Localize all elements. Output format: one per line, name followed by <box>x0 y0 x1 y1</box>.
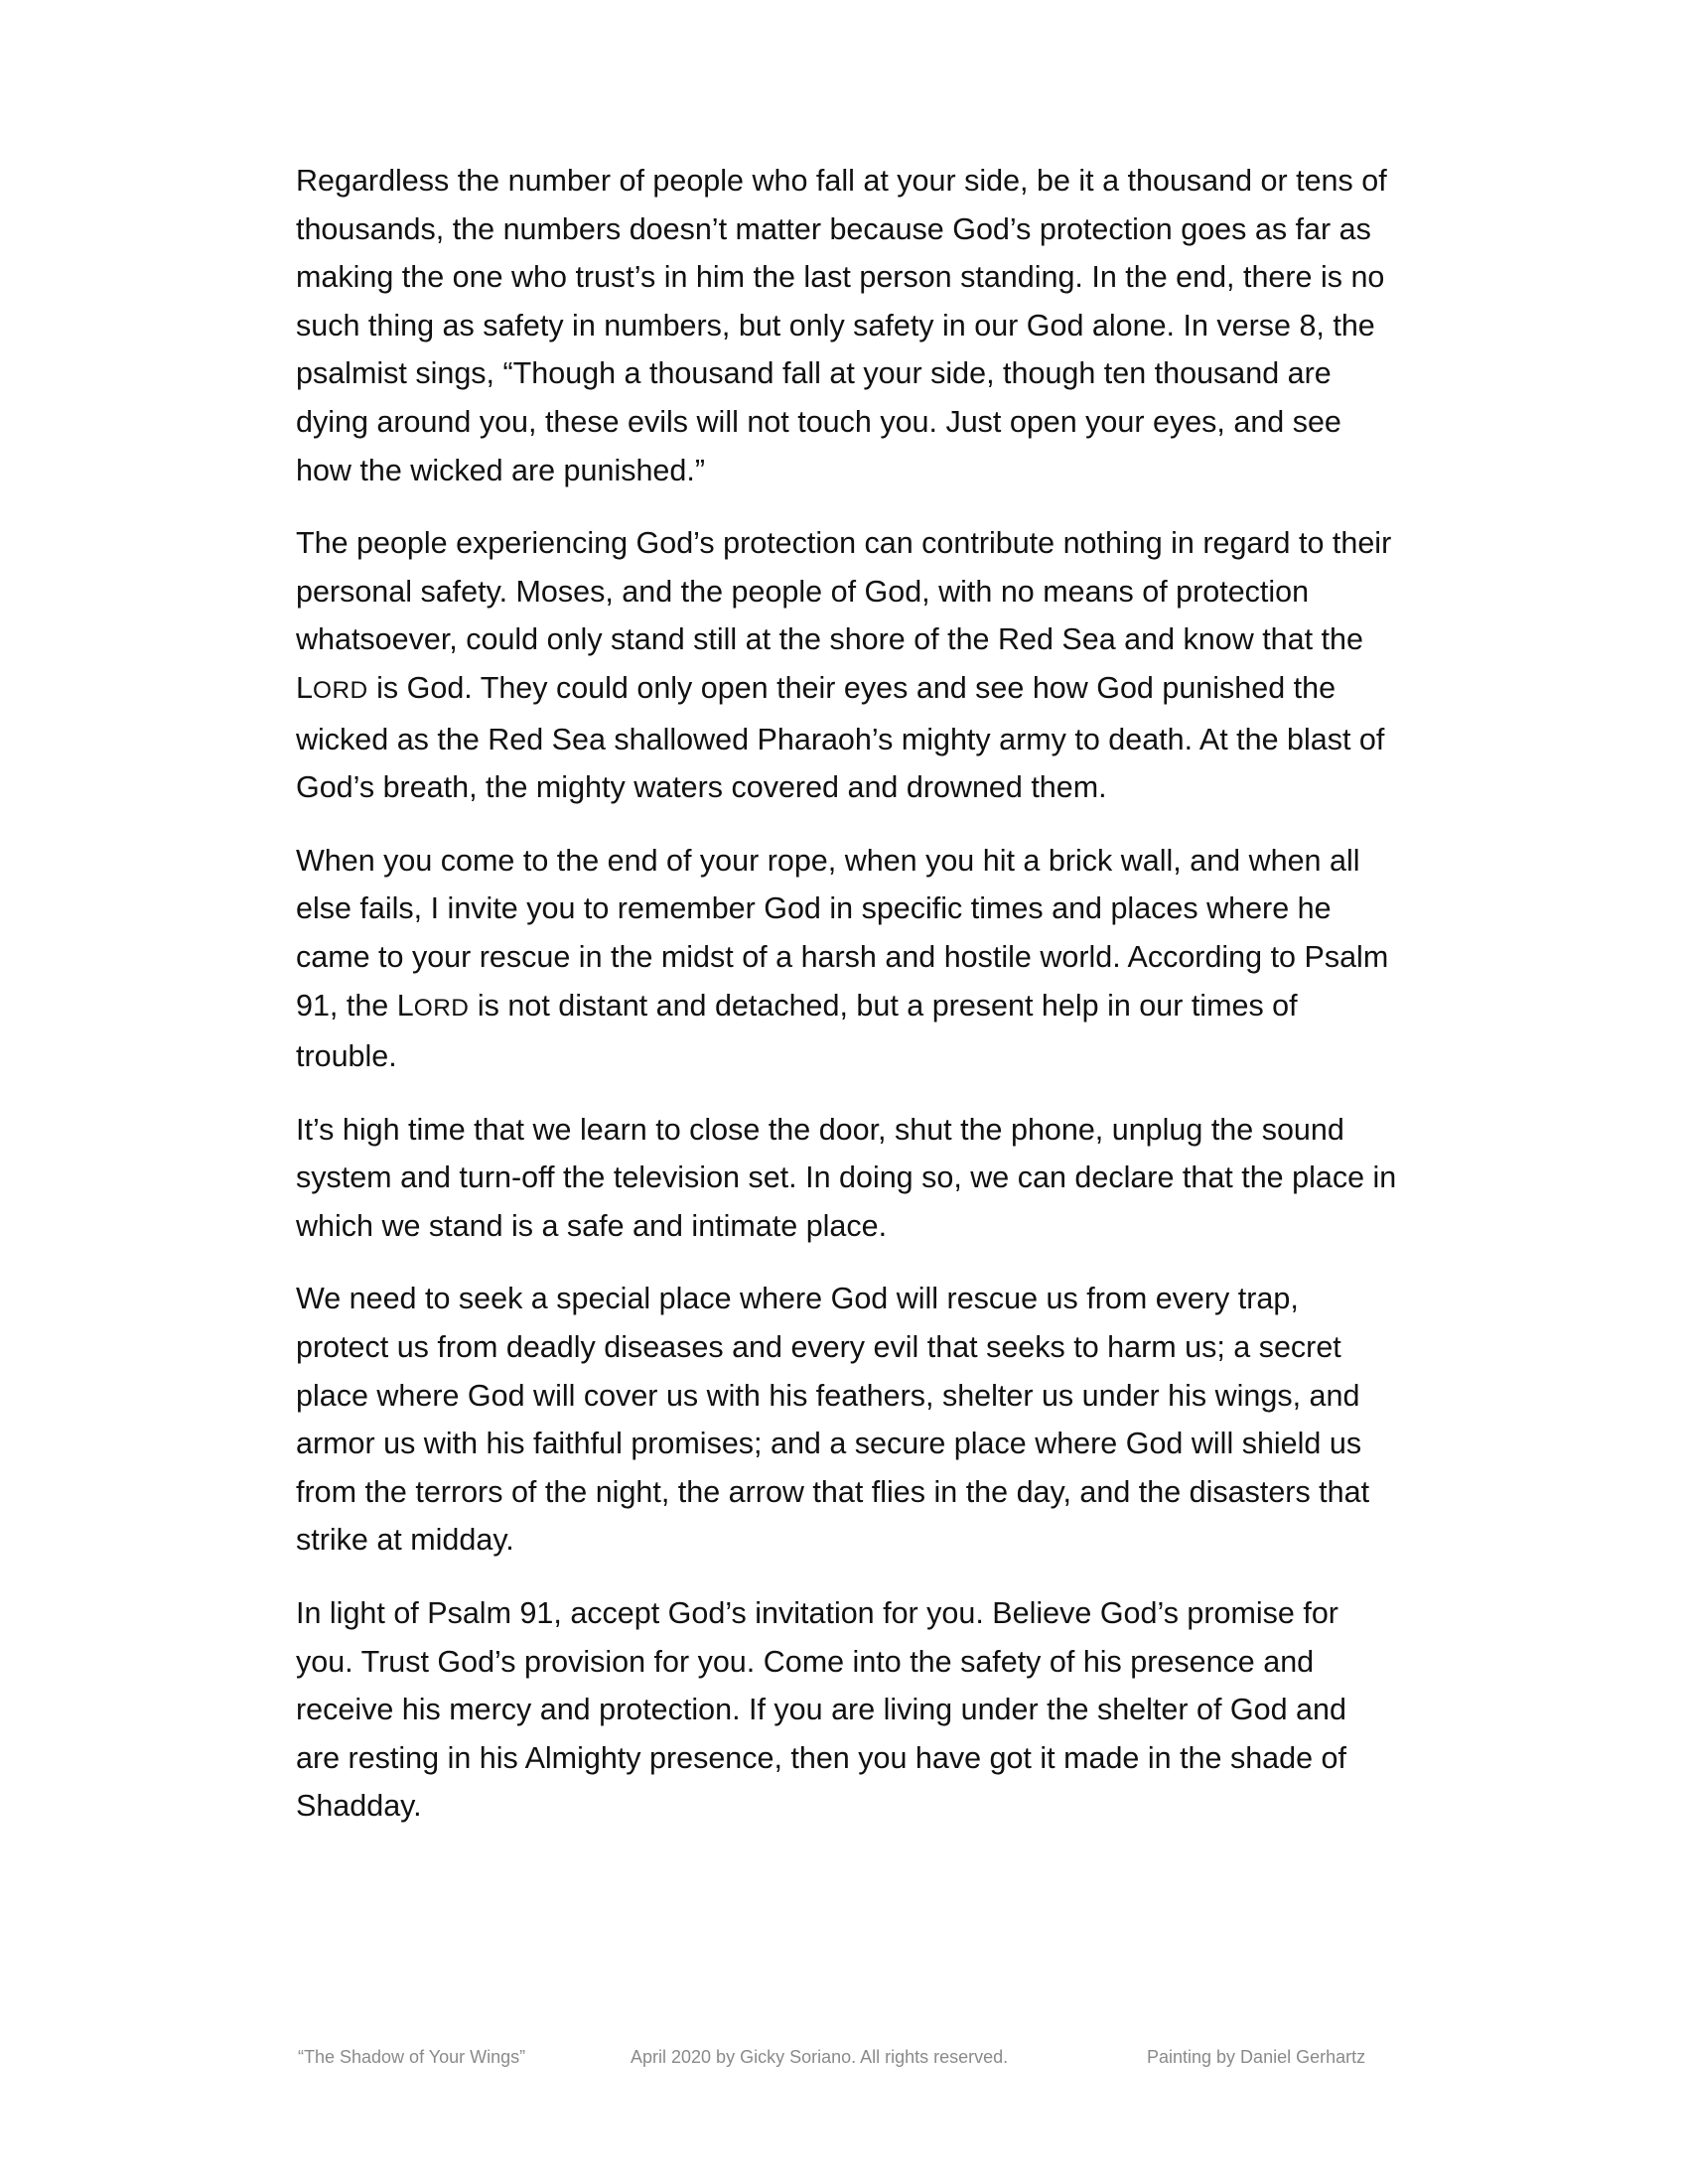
lord-small-caps: ORD <box>413 994 470 1022</box>
footer-title: “The Shadow of Your Wings” <box>298 2047 526 2067</box>
paragraph-6: In light of Psalm 91, accept God’s invitation for you. Believe God’s promise for you. Trust God’s provision for you. Come into the safety of his presence and receive his mercy and protection. If you are living under the shelter of God and are resting in his Almighty presence, then you have got it made in the shade of Shadday. <box>296 1596 1346 1824</box>
paragraph-2-text-a: The people experiencing God’s protection can contribute nothing in regard to their personal safety. Moses, and the people of God, with no means of protection whatsoever, could only stand still at the shore of the Red Sea and know that the L <box>296 526 1392 705</box>
paragraph-2 <box>296 519 1398 812</box>
paragraph-3 <box>296 837 1398 1081</box>
paragraph-3-text-b: is not distant and detached, but a present help in our times of trouble. <box>296 988 1298 1074</box>
footer-credit: Painting by Daniel Gerhartz <box>1147 2047 1366 2067</box>
page-footer <box>0 2047 1688 2077</box>
body-text <box>296 157 1398 1855</box>
paragraph-2-text-b: is God. They could only open their eyes and see how God punished the wicked as the Red Sea shallowed Pharaoh’s mighty army to death. At the blast of God’s breath, the mighty waters covered and drowned them. <box>296 670 1385 805</box>
paragraph-5: We need to seek a special place where God will rescue us from every trap, protect us from deadly diseases and every evil that seeks to harm us; a secret place where God will cover us with his feathers, shelter us under his wings, and armor us with his faithful promises; and a secure place where God will shield us from the terrors of the night, the arrow that flies in the day, and the disasters that strike at midday. <box>296 1282 1370 1558</box>
paragraph-1: Regardless the number of people who fall at your side, be it a thousand or tens of thousands, the numbers doesn’t matter because God’s protection goes as far as making the one who trust’s in him the last person standing. In the end, there is no such thing as safety in numbers, but only safety in our God alone. In verse 8, the psalmist sings, “Though a thousand fall at your side, though ten thousand are dying around you, these evils will not touch you. Just open your eyes, and see how the wicked are punished.” <box>296 164 1387 487</box>
paragraph-4: It’s high time that we learn to close the door, shut the phone, unplug the sound system and turn-off the television set. In doing so, we can declare that the place in which we stand is a safe and intimate place. <box>296 1112 1397 1243</box>
lord-small-caps: ORD <box>312 676 368 704</box>
paragraph-3-text-a: When you come to the end of your rope, when you hit a brick wall, and when all else fails, I invite you to remember God in specific times and places where he came to your rescue in the midst of a harsh and hostile world. According to Psalm 91, the L <box>296 843 1389 1023</box>
footer-copyright: April 2020 by Gicky Soriano. All rights reserved. <box>631 2047 1009 2067</box>
